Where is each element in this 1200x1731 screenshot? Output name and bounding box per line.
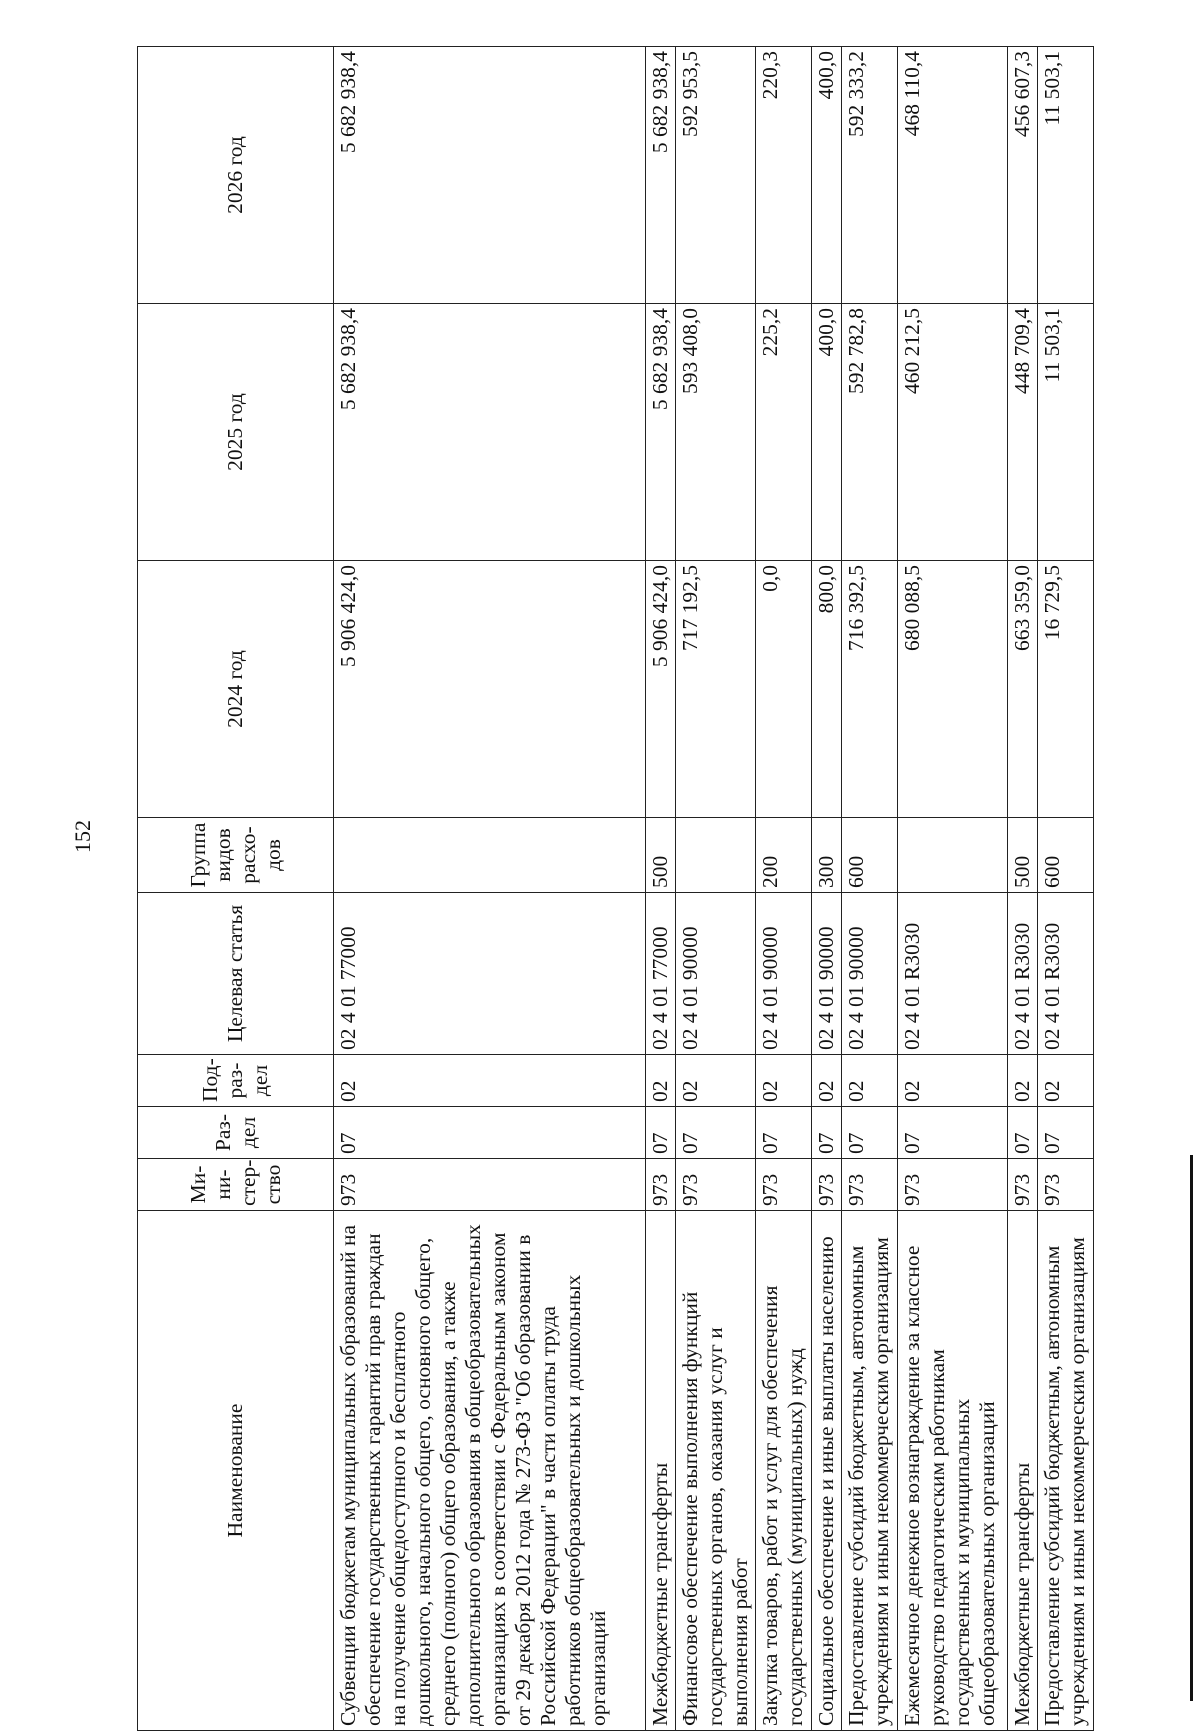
row-section: 07 bbox=[334, 1107, 646, 1159]
row-section: 07 bbox=[1008, 1107, 1038, 1159]
table-row bbox=[842, 47, 898, 1731]
table-row bbox=[1008, 47, 1038, 1731]
row-name: Межбюджетные трансферты bbox=[646, 1211, 676, 1731]
row-subsection: 02 bbox=[676, 1055, 756, 1107]
row-section: 07 bbox=[676, 1107, 756, 1159]
row-2025: 448 709,4 bbox=[1008, 304, 1038, 561]
row-2024: 800,0 bbox=[812, 561, 842, 818]
row-ministry: 973 bbox=[898, 1159, 1008, 1211]
row-section: 07 bbox=[646, 1107, 676, 1159]
row-2025: 225,2 bbox=[756, 304, 812, 561]
row-ministry: 973 bbox=[756, 1159, 812, 1211]
row-2026: 5 682 938,4 bbox=[334, 47, 646, 304]
row-target: 02 4 01 90000 bbox=[756, 893, 812, 1055]
table-row bbox=[334, 47, 646, 1731]
row-group: 600 bbox=[1038, 818, 1094, 893]
row-2024: 717 192,5 bbox=[676, 561, 756, 818]
row-subsection: 02 bbox=[334, 1055, 646, 1107]
row-2026: 592 953,5 bbox=[676, 47, 756, 304]
table-row bbox=[646, 47, 676, 1731]
table-row bbox=[812, 47, 842, 1731]
row-ministry: 973 bbox=[1008, 1159, 1038, 1211]
row-subsection: 02 bbox=[1038, 1055, 1094, 1107]
header-ministry: Ми-ни-стер-ство bbox=[138, 1159, 334, 1211]
table-row bbox=[1038, 47, 1094, 1731]
row-name: Межбюджетные трансферты bbox=[1008, 1211, 1038, 1731]
row-2026: 11 503,1 bbox=[1038, 47, 1094, 304]
row-subsection: 02 bbox=[646, 1055, 676, 1107]
row-2025: 11 503,1 bbox=[1038, 304, 1094, 561]
row-group: 500 bbox=[1008, 818, 1038, 893]
row-2024: 5 906 424,0 bbox=[646, 561, 676, 818]
row-ministry: 973 bbox=[842, 1159, 898, 1211]
row-name: Ежемесячное денежное вознаграждение за классное руководство педагогическим работникам государственных и муниципальных общеобразовательных организаций bbox=[898, 1211, 1008, 1731]
budget-table bbox=[137, 46, 1094, 1731]
table-header-row bbox=[138, 47, 334, 1731]
row-2025: 592 782,8 bbox=[842, 304, 898, 561]
row-group: 300 bbox=[812, 818, 842, 893]
row-2024: 680 088,5 bbox=[898, 561, 1008, 818]
row-2026: 5 682 938,4 bbox=[646, 47, 676, 304]
header-2026: 2026 год bbox=[138, 47, 334, 304]
row-name: Социальное обеспечение и иные выплаты населению bbox=[812, 1211, 842, 1731]
row-name: Финансовое обеспечение выполнения функций государственных органов, оказания услуг и выполнения работ bbox=[676, 1211, 756, 1731]
row-name: Закупка товаров, работ и услуг для обеспечения государственных (муниципальных) нужд bbox=[756, 1211, 812, 1731]
row-2026: 468 110,4 bbox=[898, 47, 1008, 304]
row-2025: 5 682 938,4 bbox=[334, 304, 646, 561]
header-2025: 2025 год bbox=[138, 304, 334, 561]
row-2024: 5 906 424,0 bbox=[334, 561, 646, 818]
row-2024: 716 392,5 bbox=[842, 561, 898, 818]
row-section: 07 bbox=[1038, 1107, 1094, 1159]
row-subsection: 02 bbox=[812, 1055, 842, 1107]
row-ministry: 973 bbox=[812, 1159, 842, 1211]
row-2025: 460 212,5 bbox=[898, 304, 1008, 561]
row-ministry: 973 bbox=[646, 1159, 676, 1211]
row-subsection: 02 bbox=[898, 1055, 1008, 1107]
scan-edge-line bbox=[1190, 1155, 1193, 1701]
row-2024: 0,0 bbox=[756, 561, 812, 818]
row-2025: 400,0 bbox=[812, 304, 842, 561]
row-2026: 456 607,3 bbox=[1008, 47, 1038, 304]
table-row bbox=[676, 47, 756, 1731]
header-target: Целевая статья bbox=[138, 893, 334, 1055]
row-2025: 593 408,0 bbox=[676, 304, 756, 561]
row-2025: 5 682 938,4 bbox=[646, 304, 676, 561]
row-target: 02 4 01 90000 bbox=[842, 893, 898, 1055]
row-2024: 663 359,0 bbox=[1008, 561, 1038, 818]
header-2024: 2024 год bbox=[138, 561, 334, 818]
row-group: 200 bbox=[756, 818, 812, 893]
row-2026: 220,3 bbox=[756, 47, 812, 304]
row-target: 02 4 01 R3030 bbox=[1038, 893, 1094, 1055]
page-number: 152 bbox=[70, 820, 95, 853]
row-group bbox=[676, 818, 756, 893]
header-name: Наименование bbox=[138, 1211, 334, 1731]
row-section: 07 bbox=[756, 1107, 812, 1159]
row-target: 02 4 01 90000 bbox=[812, 893, 842, 1055]
row-group bbox=[334, 818, 646, 893]
row-2026: 592 333,2 bbox=[842, 47, 898, 304]
row-ministry: 973 bbox=[334, 1159, 646, 1211]
header-subsection: Под-раз-дел bbox=[138, 1055, 334, 1107]
row-group bbox=[898, 818, 1008, 893]
row-subsection: 02 bbox=[756, 1055, 812, 1107]
row-target: 02 4 01 R3030 bbox=[1008, 893, 1038, 1055]
row-section: 07 bbox=[842, 1107, 898, 1159]
row-subsection: 02 bbox=[842, 1055, 898, 1107]
row-section: 07 bbox=[812, 1107, 842, 1159]
row-group: 600 bbox=[842, 818, 898, 893]
table-row bbox=[756, 47, 812, 1731]
row-target: 02 4 01 R3030 bbox=[898, 893, 1008, 1055]
budget-table-sheet bbox=[137, 47, 1089, 1731]
row-name: Субвенции бюджетам муниципальных образований на обеспечение государственных гарантий прав граждан на получение общедоступного и бесплатного дошкольного, начального общего, основного общего, среднего (полного) общего образования, а также дополнительного образования в общеобразовательных организациях в соответствии с Федеральным законом от 29 декабря 2012 года № 273-ФЗ "Об образовании в Российской Федерации" в части оплаты труда работников общеобразовательных и дошкольных организаций bbox=[334, 1211, 646, 1731]
row-section: 07 bbox=[898, 1107, 1008, 1159]
row-target: 02 4 01 77000 bbox=[334, 893, 646, 1055]
table-row bbox=[898, 47, 1008, 1731]
row-2026: 400,0 bbox=[812, 47, 842, 304]
row-name: Предоставление субсидий бюджетным, автономным учреждениям и иным некоммерческим организациям bbox=[1038, 1211, 1094, 1731]
row-subsection: 02 bbox=[1008, 1055, 1038, 1107]
row-target: 02 4 01 77000 bbox=[646, 893, 676, 1055]
row-target: 02 4 01 90000 bbox=[676, 893, 756, 1055]
row-name: Предоставление субсидий бюджетным, автономным учреждениям и иным некоммерческим организациям bbox=[842, 1211, 898, 1731]
header-group: Группа видов расхо-дов bbox=[138, 818, 334, 893]
row-group: 500 bbox=[646, 818, 676, 893]
row-2024: 16 729,5 bbox=[1038, 561, 1094, 818]
header-section: Раз-дел bbox=[138, 1107, 334, 1159]
row-ministry: 973 bbox=[676, 1159, 756, 1211]
row-ministry: 973 bbox=[1038, 1159, 1094, 1211]
